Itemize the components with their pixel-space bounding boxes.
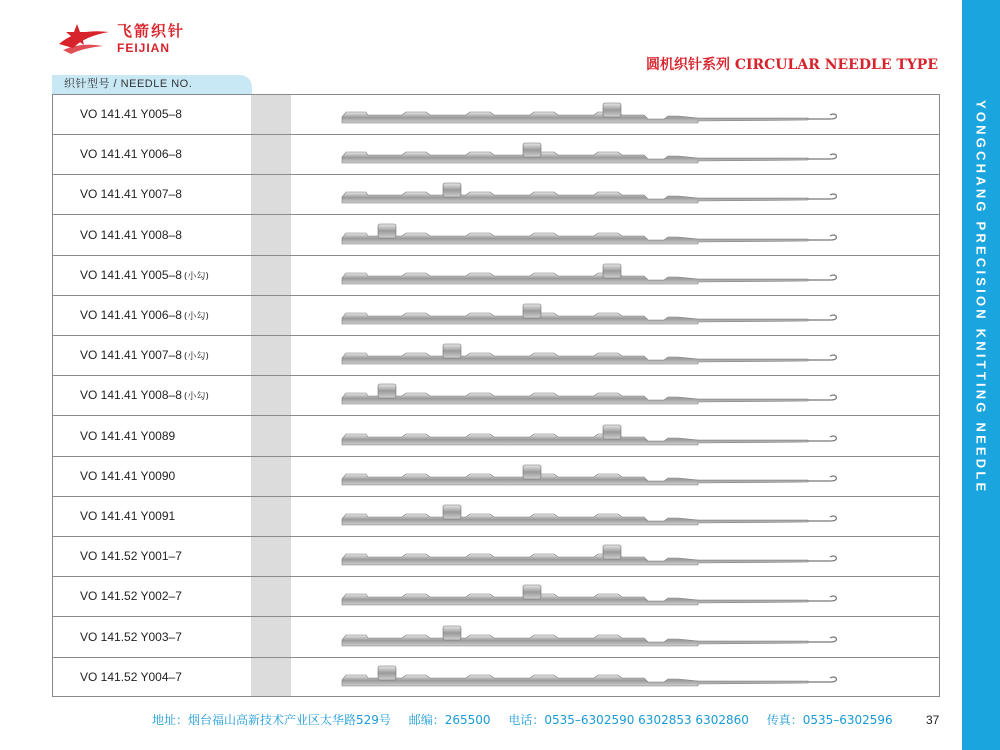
needle-hook — [808, 194, 836, 199]
needle-butt — [603, 425, 621, 439]
needle-shank — [342, 675, 808, 686]
needle-model — [80, 107, 182, 121]
needle-drawing — [338, 618, 848, 658]
table-row — [53, 256, 939, 296]
needle-model-note: (小勾) — [183, 392, 209, 403]
table-row — [53, 457, 939, 497]
brand-logo — [55, 18, 195, 62]
needle-model — [80, 469, 175, 483]
needle-shank — [342, 233, 808, 244]
needle-shank — [342, 112, 808, 123]
needle-table — [52, 94, 940, 697]
table-row — [53, 417, 939, 457]
needle-model-number: VO 141.41 Y0089 — [80, 428, 176, 443]
needle-drawing — [338, 658, 848, 698]
needle-hook — [808, 516, 836, 521]
needle-model-number: VO 141.41 Y007–8 — [80, 348, 182, 363]
needle-model — [80, 348, 209, 362]
needle-drawing — [338, 577, 848, 617]
needle-model-number: VO 141.52 Y003–7 — [80, 629, 182, 644]
needle-drawing — [338, 457, 848, 497]
needle-model — [80, 429, 175, 443]
table-row — [53, 658, 939, 698]
needle-drawing — [338, 376, 848, 416]
needle-shank — [342, 514, 808, 525]
needle-shank — [342, 192, 808, 203]
needle-hook — [808, 556, 836, 561]
needle-no-tab: 织针型号 / NEEDLE NO. — [52, 75, 252, 94]
star-jet-logo-icon — [55, 22, 113, 58]
needle-hook — [808, 677, 836, 682]
needle-shank — [342, 393, 808, 404]
needle-drawing — [338, 296, 848, 336]
needle-drawing — [338, 256, 848, 296]
needle-model — [80, 268, 209, 282]
needle-shank — [342, 635, 808, 646]
needle-model-number: VO 141.52 Y002–7 — [80, 589, 182, 604]
page-number: 37 — [926, 713, 940, 727]
needle-model-note: (小勾) — [183, 312, 209, 322]
table-row — [53, 537, 939, 577]
needle-hook — [808, 275, 836, 280]
needle-drawing — [338, 336, 848, 376]
footer-postcode: 邮编：265500 — [408, 713, 491, 727]
needle-model-note: (小勾) — [183, 271, 209, 282]
brand-name-en: FEIJIAN — [117, 41, 171, 55]
needle-shank — [342, 594, 808, 605]
side-band-text: YONGCHANG PRECISION KNITTING NEEDLE — [973, 100, 989, 495]
needle-drawing — [338, 216, 848, 256]
needle-hook — [808, 476, 836, 481]
needle-model-number: VO 141.41 Y005–8 — [80, 267, 182, 282]
needle-model — [80, 630, 182, 644]
needle-hook — [808, 315, 836, 320]
needle-butt — [378, 224, 396, 238]
needle-drawing — [338, 95, 848, 135]
needle-model-number: VO 141.41 Y008–8 — [80, 388, 182, 403]
needle-butt — [443, 344, 461, 358]
footer-contact — [152, 711, 907, 728]
needle-model — [80, 228, 182, 242]
needle-hook — [808, 637, 836, 642]
needle-butt — [603, 103, 621, 117]
needle-butt — [443, 505, 461, 519]
footer-address: 地址：烟台福山高新技术产业区太华路529号 — [152, 713, 391, 727]
needle-hook — [808, 436, 836, 441]
needle-model-number: VO 141.41 Y008–8 — [80, 227, 182, 242]
needle-drawing — [338, 417, 848, 457]
needle-model — [80, 509, 175, 523]
table-row — [53, 376, 939, 416]
needle-butt — [523, 465, 541, 479]
needle-hook — [808, 355, 836, 360]
needle-drawing — [338, 175, 848, 215]
footer-phone: 电话：0535–6302590 6302853 6302860 — [508, 713, 749, 727]
table-row — [53, 336, 939, 376]
table-row — [53, 296, 939, 336]
needle-shank — [342, 474, 808, 485]
needle-shank — [342, 313, 808, 324]
needle-shank — [342, 434, 808, 445]
needle-model-number: VO 141.52 Y001–7 — [80, 549, 182, 564]
series-title: 圆机织针系列 CIRCULAR NEEDLE TYPE — [645, 57, 938, 73]
needle-hook — [808, 154, 836, 159]
needle-model-number: VO 141.41 Y0090 — [80, 468, 176, 483]
needle-model-number: VO 141.41 Y0091 — [80, 509, 176, 523]
table-row — [53, 497, 939, 537]
needle-model — [80, 549, 182, 563]
table-row — [53, 95, 939, 135]
needle-model-note: (小勾) — [183, 352, 209, 363]
needle-butt — [378, 666, 396, 680]
needle-hook — [808, 235, 836, 240]
needle-model — [80, 670, 182, 684]
table-row — [53, 216, 939, 256]
needle-model — [80, 187, 182, 201]
table-row — [53, 577, 939, 617]
needle-hook — [808, 114, 836, 119]
needle-model-number: VO 141.41 Y006–8 — [80, 308, 182, 322]
needle-shank — [342, 554, 808, 565]
needle-butt — [443, 626, 461, 640]
needle-butt — [603, 264, 621, 278]
needle-butt — [523, 585, 541, 599]
needle-butt — [523, 304, 541, 318]
needle-drawing — [338, 497, 848, 537]
table-row — [53, 618, 939, 658]
needle-model-number: VO 141.41 Y006–8 — [80, 147, 182, 162]
needle-model — [80, 147, 182, 161]
needle-shank — [342, 152, 808, 163]
table-row — [53, 135, 939, 175]
needle-model — [80, 308, 209, 322]
needle-model — [80, 388, 209, 402]
needle-model — [80, 589, 182, 603]
needle-shank — [342, 273, 808, 284]
needle-hook — [808, 596, 836, 601]
table-row — [53, 175, 939, 215]
brand-name-cn: 飞箭织针 — [117, 22, 186, 40]
needle-butt — [378, 384, 396, 398]
needle-shank — [342, 353, 808, 364]
footer-fax: 传真：0535–6302596 — [766, 713, 893, 727]
needle-butt — [523, 143, 541, 157]
needle-model-number: VO 141.41 Y005–8 — [80, 107, 182, 121]
needle-drawing — [338, 537, 848, 577]
needle-model-number: VO 141.41 Y007–8 — [80, 187, 182, 202]
needle-butt — [603, 545, 621, 559]
needle-drawing — [338, 135, 848, 175]
needle-model-number: VO 141.52 Y004–7 — [80, 669, 182, 684]
needle-hook — [808, 395, 836, 400]
needle-butt — [443, 183, 461, 197]
